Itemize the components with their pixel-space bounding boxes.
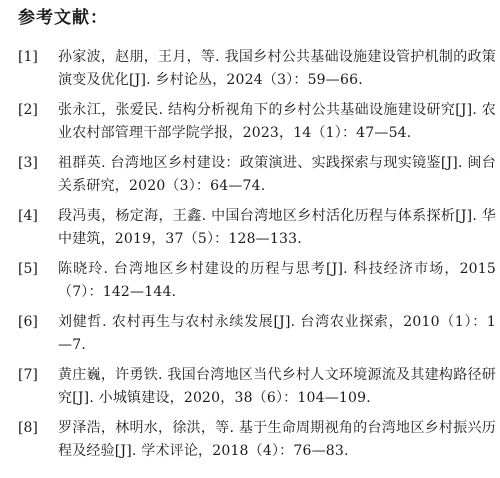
reference-text: 祖群英. 台湾地区乡村建设：政策演进、实践探索与现实镜鉴[J]. 闽台关系研究，2020（3）：64—74. <box>58 155 496 194</box>
reference-number: [2] <box>18 102 38 118</box>
reference-number: [7] <box>18 367 38 383</box>
reference-number: [5] <box>18 261 38 277</box>
reference-text: 罗泽浩，林明水，徐洪，等. 基于生命周期视角的台湾地区乡村振兴历程及经验[J]. 学术评论，2018（4）：76—83. <box>58 420 496 459</box>
reference-text: 张永江，张爱民. 结构分析视角下的乡村公共基础设施建设研究[J]. 农业农村部管理干部学院学报，2023，14（1）：47—54. <box>58 102 496 141</box>
reference-list <box>18 46 496 470</box>
reference-item <box>18 99 496 145</box>
reference-item <box>18 364 496 410</box>
reference-number: [4] <box>18 208 38 224</box>
reference-text: 刘健哲. 农村再生与农村永续发展[J]. 台湾农业探索，2010（1）：1—7. <box>58 314 496 353</box>
reference-item <box>18 46 496 92</box>
reference-item <box>18 311 496 357</box>
reference-number: [8] <box>18 420 38 436</box>
reference-text: 黄庄巍，许勇铁. 我国台湾地区当代乡村人文环境源流及其建构路径研究[J]. 小城镇建设，2020，38（6）：104—109. <box>58 367 496 406</box>
reference-text: 孙家波，赵朋，王月，等. 我国乡村公共基础设施建设管护机制的政策演变及优化[J]. 乡村论丛，2024（3）：59—66. <box>58 49 496 88</box>
reference-number: [6] <box>18 314 38 330</box>
reference-number: [1] <box>18 49 38 65</box>
reference-text: 段冯夷，杨定海，王鑫. 中国台湾地区乡村活化历程与体系探析[J]. 华中建筑，2019，37（5）：128—133. <box>58 208 496 247</box>
reference-item <box>18 152 496 198</box>
reference-item <box>18 417 496 463</box>
reference-number: [3] <box>18 155 38 171</box>
references-heading: 参考文献： <box>18 8 108 28</box>
reference-item <box>18 258 496 304</box>
reference-text: 陈晓玲. 台湾地区乡村建设的历程与思考[J]. 科技经济市场，2015（7）：142—144. <box>58 261 496 300</box>
reference-item <box>18 205 496 251</box>
